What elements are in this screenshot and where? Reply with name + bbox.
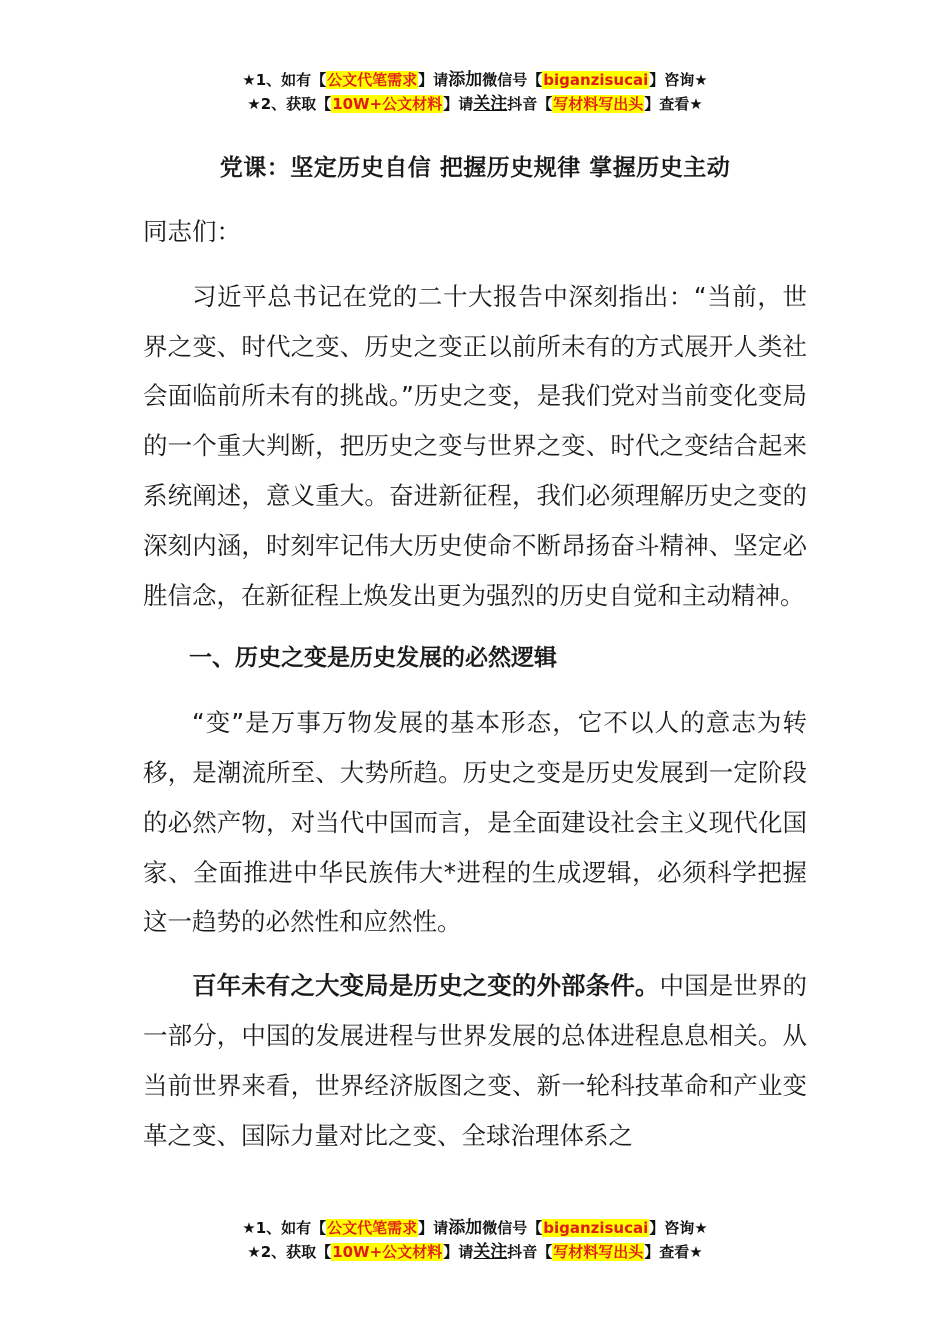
document-title: 党课：坚定历史自信 把握历史规律 掌握历史主动 — [219, 155, 731, 181]
paragraph-external-conditions — [143, 961, 807, 1160]
salutation: 同志们： — [143, 217, 241, 246]
promo-highlight: 10W+公文材料 — [332, 1243, 443, 1261]
promo-line-2: ★2、获取【10W+公文材料】请关注抖音【写材料写出头】查看★ — [247, 94, 703, 114]
promo-line-2: ★2、获取【10W+公文材料】请关注抖音【写材料写出头】查看★ — [247, 1242, 703, 1262]
paragraph-intro: 习近平总书记在党的二十大报告中深刻指出：“当前，世界之变、时代之变、历史之变正以前所未有的方式展开人类社会面临前所未有的挑战。”历史之变，是我们党对当前变化变局的一个重大判断，把历史之变与世界之变、时代之变结合起来系统阐述，意义重大。奋进新征程，我们必须理解历史之变的深刻内涵，时刻牢记伟大历史使命不断昂扬奋斗精神、坚定必胜信念，在新征程上焕发出更为强烈的历史自觉和主动精神。 — [143, 281, 807, 610]
promo-banner-bottom — [0, 1216, 950, 1264]
promo-line-1: ★1、如有【公文代笔需求】请添加微信号【biganzisucai】咨询★ — [242, 1218, 708, 1238]
paragraph-change-logic: “变”是万事万物发展的基本形态，它不以人的意志为转移，是潮流所至、大势所趋。历史之变是历史发展到一定阶段的必然产物，对当代中国而言，是全面建设社会主义现代化国家、全面推进中华民族伟大*进程的生成逻辑，必须科学把握这一趋势的必然性和应然性。 — [143, 708, 807, 937]
promo-line-1: ★1、如有【公文代笔需求】请添加微信号【biganzisucai】咨询★ — [242, 70, 708, 90]
douyin-id-highlight: 写材料写出头 — [553, 1243, 644, 1261]
paragraph-body-text: 中国是世界的一部分，中国的发展进程与世界发展的总体进程息息相关。从当前世界来看，世界经济版图之变、新一轮科技革命和产业变革之变、国际力量对比之变、全球治理体系之 — [143, 971, 808, 1150]
douyin-id-highlight: 写材料写出头 — [553, 95, 644, 113]
promo-highlight: 10W+公文材料 — [332, 95, 443, 113]
promo-highlight: 公文代笔需求 — [327, 71, 418, 89]
document-body — [143, 207, 807, 1160]
paragraph-lead-sentence: 百年未有之大变局是历史之变的外部条件。 — [192, 971, 660, 1001]
promo-highlight: 公文代笔需求 — [327, 1219, 418, 1237]
wechat-id-highlight: biganzisucai — [543, 71, 649, 89]
wechat-id-highlight: biganzisucai — [543, 1219, 649, 1237]
promo-banner-top — [0, 68, 950, 116]
section-heading-1: 一、历史之变是历史发展的必然逻辑 — [189, 645, 557, 672]
